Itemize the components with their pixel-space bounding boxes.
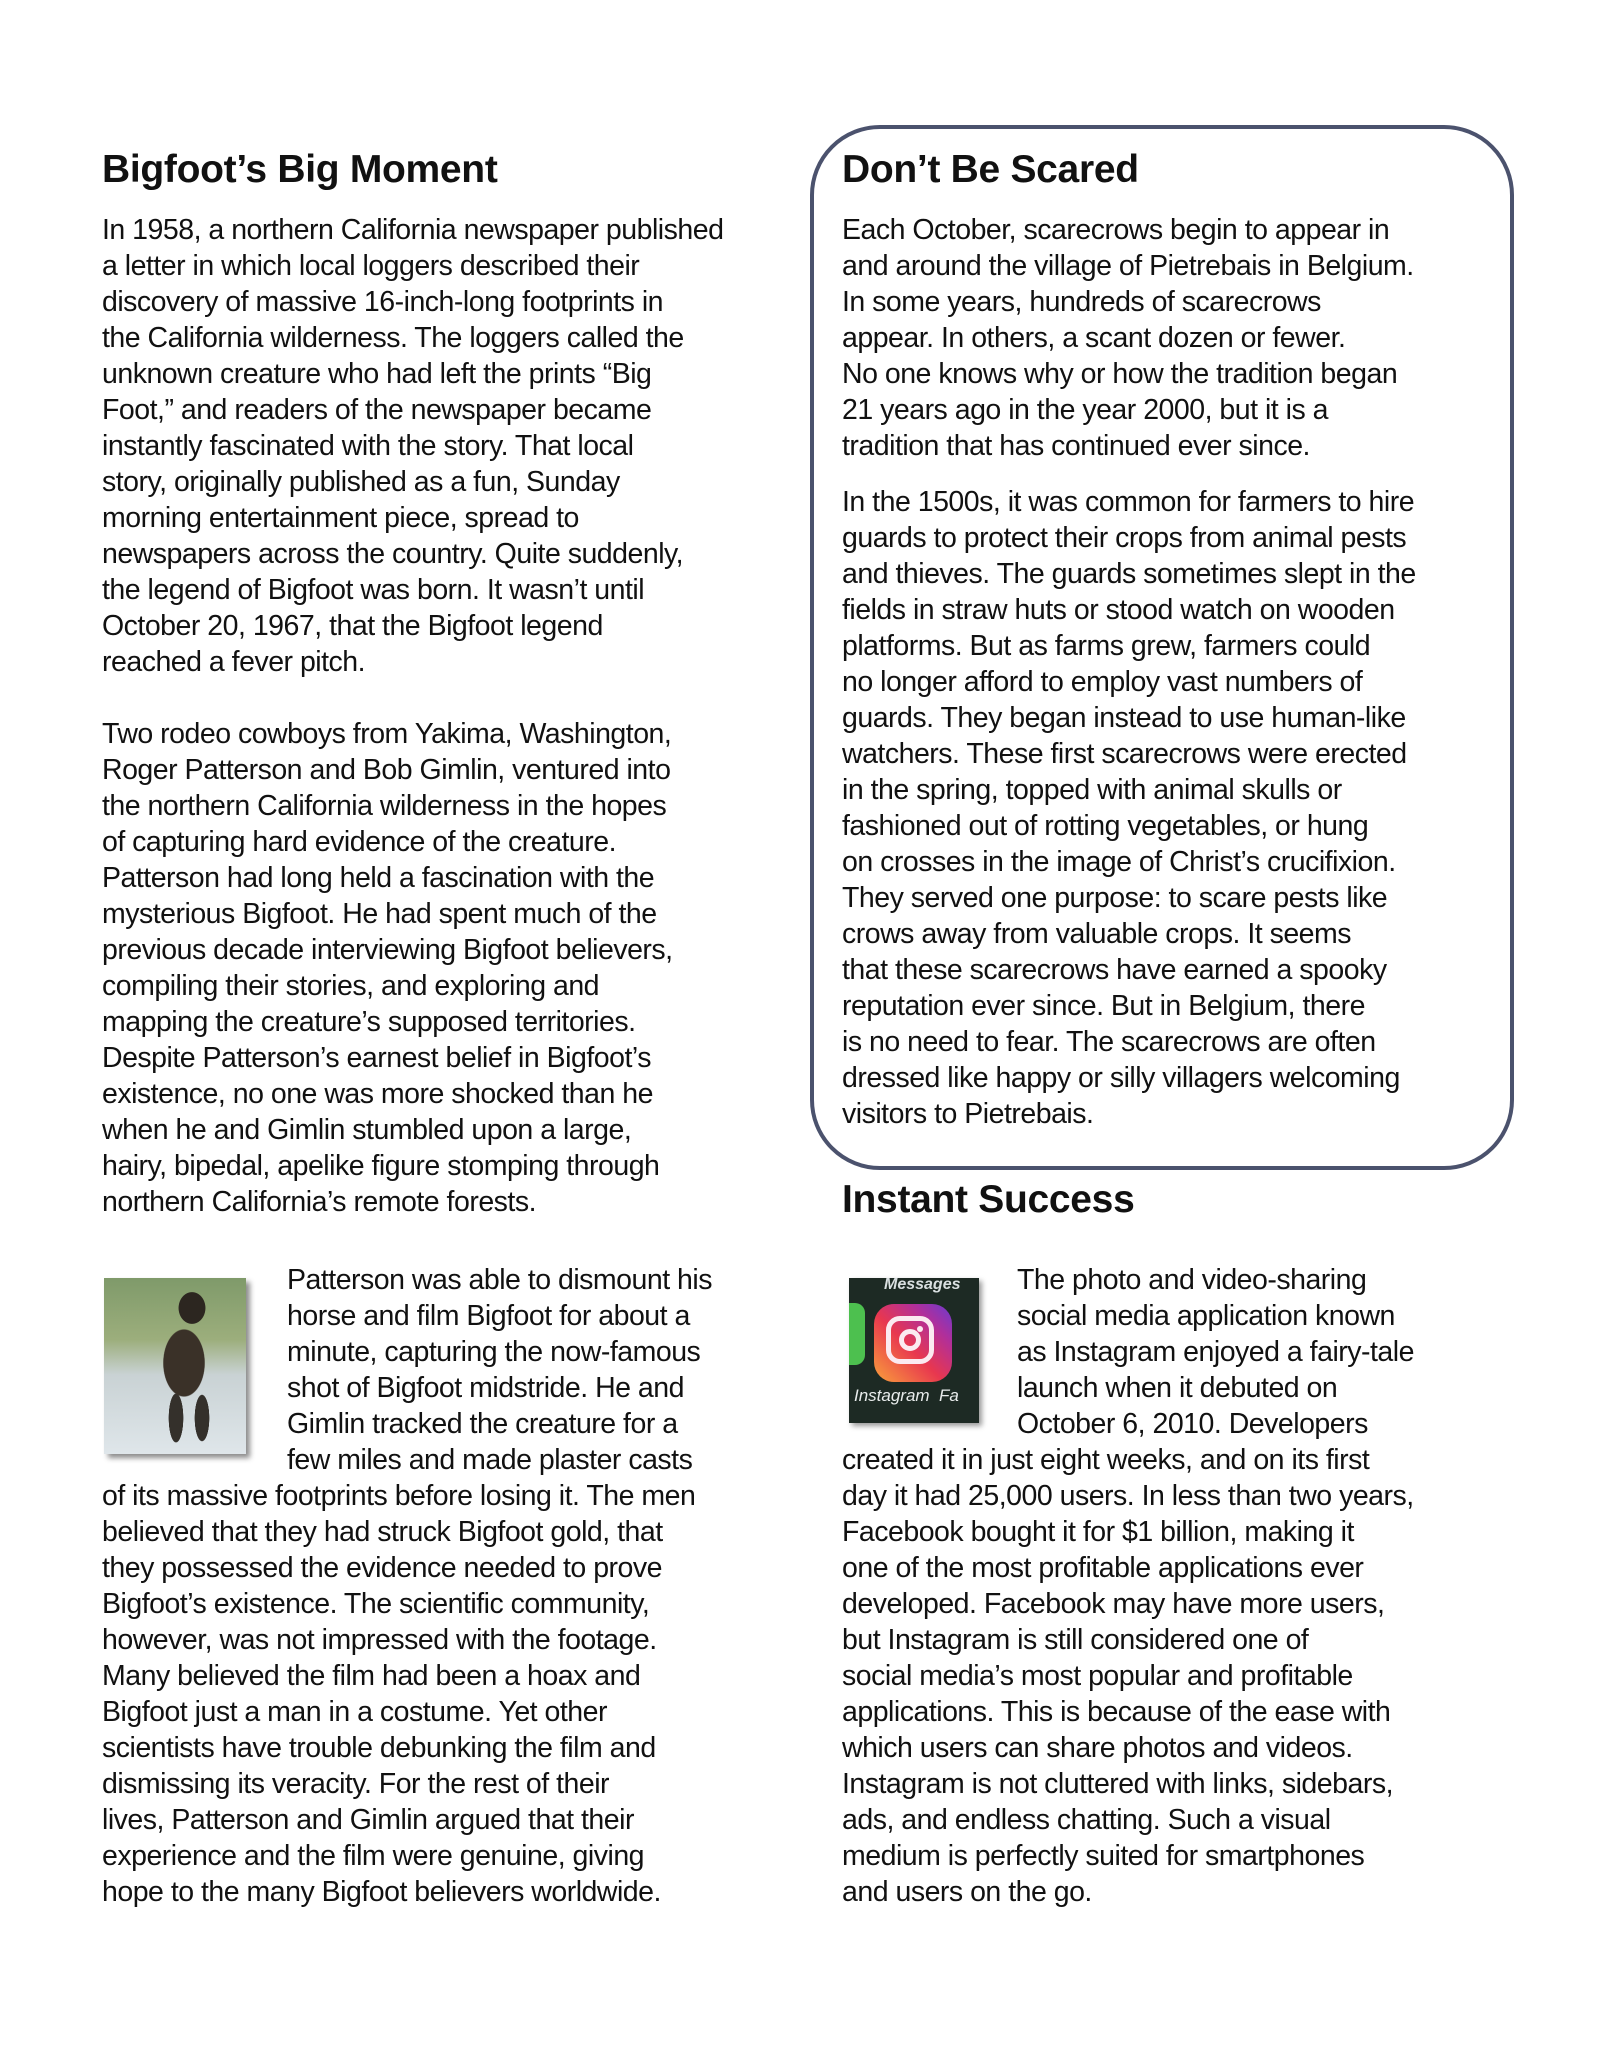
bigfoot-paragraph-3-top <box>287 1262 797 1478</box>
text-line: platforms. But as farms grew, farmers could <box>842 630 1371 662</box>
text-line: scientists have trouble debunking the film and <box>102 1732 656 1764</box>
text-line: day it had 25,000 users. In less than two years, <box>842 1480 1414 1512</box>
text-line: on crosses in the image of Christ’s crucifixion. <box>842 846 1396 878</box>
text-line: No one knows why or how the tradition began <box>842 358 1398 390</box>
instagram-app-label: Instagram Fa <box>854 1386 959 1405</box>
text-line: The photo and video-sharing <box>1017 1264 1367 1296</box>
text-line: Each October, scarecrows begin to appear in <box>842 214 1390 246</box>
camera-icon <box>886 1316 934 1364</box>
text-line: and thieves. The guards sometimes slept in the <box>842 558 1416 590</box>
scarecrow-paragraph-2 <box>842 484 1522 1132</box>
text-line: Roger Patterson and Bob Gimlin, ventured into <box>102 754 671 786</box>
text-line: hairy, bipedal, apelike figure stomping through <box>102 1150 660 1182</box>
text-line: developed. Facebook may have more users, <box>842 1588 1385 1620</box>
bigfoot-paragraph-3-continued <box>102 1478 802 1910</box>
text-line: Despite Patterson’s earnest belief in Bigfoot’s <box>102 1042 651 1074</box>
text-line: Many believed the film had been a hoax and <box>102 1660 641 1692</box>
text-line: which users can share photos and videos. <box>842 1732 1353 1764</box>
text-line: believed that they had struck Bigfoot gold, that <box>102 1516 663 1548</box>
text-line: compiling their stories, and exploring and <box>102 970 600 1002</box>
text-line: when he and Gimlin stumbled upon a large, <box>102 1114 632 1146</box>
bigfoot-paragraph-3-bottom <box>102 1478 802 1910</box>
text-line: In some years, hundreds of scarecrows <box>842 286 1321 318</box>
text-line: of its massive footprints before losing it. The men <box>102 1480 696 1512</box>
instagram-photo <box>849 1278 979 1423</box>
text-line: unknown creature who had left the prints “Big <box>102 358 652 390</box>
text-line: Patterson had long held a fascination with the <box>102 862 655 894</box>
text-line: lives, Patterson and Gimlin argued that their <box>102 1804 634 1836</box>
text-line: medium is perfectly suited for smartphones <box>842 1840 1365 1872</box>
text-line: 21 years ago in the year 2000, but it is a <box>842 394 1328 426</box>
bigfoot-paragraph-3-wrapped <box>287 1262 797 1478</box>
text-line: visitors to Pietrebais. <box>842 1098 1094 1130</box>
text-line: horse and film Bigfoot for about a <box>287 1300 690 1332</box>
text-line: Bigfoot’s existence. The scientific community, <box>102 1588 650 1620</box>
text-line: morning entertainment piece, spread to <box>102 502 579 534</box>
text-line: newspapers across the country. Quite suddenly, <box>102 538 684 570</box>
messages-label: Messages <box>884 1278 961 1293</box>
text-line: is no need to fear. The scarecrows are often <box>842 1026 1376 1058</box>
text-line: of capturing hard evidence of the creature. <box>102 826 617 858</box>
bigfoot-paragraph-1 <box>102 212 792 680</box>
text-line: dressed like happy or silly villagers welcoming <box>842 1062 1400 1094</box>
instagram-app-icon <box>874 1304 952 1382</box>
instagram-title: Instant Success <box>842 1178 1135 1221</box>
text-line: story, originally published as a fun, Sunday <box>102 466 620 498</box>
text-line: created it in just eight weeks, and on its first <box>842 1444 1370 1476</box>
text-line: discovery of massive 16-inch-long footprints in <box>102 286 664 318</box>
bigfoot-photo <box>104 1278 246 1454</box>
text-line: ads, and endless chatting. Such a visual <box>842 1804 1331 1836</box>
text-line: but Instagram is still considered one of <box>842 1624 1309 1656</box>
scarecrow-article <box>842 140 1522 1230</box>
text-line: In the 1500s, it was common for farmers to hire <box>842 486 1415 518</box>
text-line: northern California’s remote forests. <box>102 1186 537 1218</box>
text-line: dismissing its veracity. For the rest of their <box>102 1768 610 1800</box>
camera-flash-icon <box>917 1326 923 1332</box>
text-line: fashioned out of rotting vegetables, or hung <box>842 810 1369 842</box>
text-line: existence, no one was more shocked than he <box>102 1078 653 1110</box>
text-line: they possessed the evidence needed to prove <box>102 1552 662 1584</box>
bigfoot-title: Bigfoot’s Big Moment <box>102 148 498 191</box>
text-line: tradition that has continued ever since. <box>842 430 1310 462</box>
bigfoot-paragraph-2 <box>102 716 792 1220</box>
text-line: that these scarecrows have earned a spooky <box>842 954 1387 986</box>
text-line: They served one purpose: to scare pests like <box>842 882 1388 914</box>
text-line: Bigfoot just a man in a costume. Yet other <box>102 1696 607 1728</box>
text-line: few miles and made plaster casts <box>287 1444 693 1476</box>
text-line: guards to protect their crops from animal pests <box>842 522 1407 554</box>
text-line: watchers. These first scarecrows were erected <box>842 738 1407 770</box>
text-line: October 20, 1967, that the Bigfoot legend <box>102 610 603 642</box>
text-line: in the spring, topped with animal skulls or <box>842 774 1342 806</box>
text-line: Gimlin tracked the creature for a <box>287 1408 678 1440</box>
bigfoot-article <box>102 140 792 1220</box>
text-line: fields in straw huts or stood watch on wooden <box>842 594 1395 626</box>
camera-lens-icon <box>899 1329 921 1351</box>
text-line: experience and the film were genuine, giving <box>102 1840 645 1872</box>
text-line: Instagram is not cluttered with links, sidebars, <box>842 1768 1393 1800</box>
text-line: instantly fascinated with the story. That local <box>102 430 634 462</box>
text-line: the legend of Bigfoot was born. It wasn’t until <box>102 574 645 606</box>
messages-app-icon <box>849 1303 865 1365</box>
text-line: one of the most profitable applications ever <box>842 1552 1364 1584</box>
scarecrow-paragraph-1 <box>842 212 1522 464</box>
text-line: previous decade interviewing Bigfoot believers, <box>102 934 673 966</box>
text-line: October 6, 2010. Developers <box>1017 1408 1368 1440</box>
text-line: however, was not impressed with the footage. <box>102 1624 657 1656</box>
text-line: mapping the creature’s supposed territories. <box>102 1006 636 1038</box>
text-line: applications. This is because of the ease with <box>842 1696 1391 1728</box>
text-line: reputation ever since. But in Belgium, there <box>842 990 1365 1022</box>
text-line: guards. They began instead to use human-like <box>842 702 1406 734</box>
text-line: Patterson was able to dismount his <box>287 1264 712 1296</box>
text-line: social media’s most popular and profitable <box>842 1660 1353 1692</box>
text-line: a letter in which local loggers described their <box>102 250 640 282</box>
instagram-paragraph-continued <box>842 1442 1522 1910</box>
text-line: the California wilderness. The loggers called the <box>102 322 684 354</box>
text-line: mysterious Bigfoot. He had spent much of the <box>102 898 657 930</box>
instagram-paragraph-bottom <box>842 1442 1522 1910</box>
text-line: launch when it debuted on <box>1017 1372 1338 1404</box>
text-line: and users on the go. <box>842 1876 1092 1908</box>
instagram-paragraph-wrapped <box>1017 1262 1517 1442</box>
text-line: Facebook bought it for $1 billion, making it <box>842 1516 1354 1548</box>
text-line: as Instagram enjoyed a fairy-tale <box>1017 1336 1414 1368</box>
text-line: In 1958, a northern California newspaper published <box>102 214 724 246</box>
text-line: Two rodeo cowboys from Yakima, Washington, <box>102 718 672 750</box>
text-line: social media application known <box>1017 1300 1395 1332</box>
text-line: hope to the many Bigfoot believers worldwide. <box>102 1876 661 1908</box>
text-line: shot of Bigfoot midstride. He and <box>287 1372 684 1404</box>
text-line: appear. In others, a scant dozen or fewer. <box>842 322 1346 354</box>
text-line: reached a fever pitch. <box>102 646 366 678</box>
text-line: the northern California wilderness in the hopes <box>102 790 667 822</box>
instagram-paragraph-top <box>1017 1262 1517 1442</box>
text-line: and around the village of Pietrebais in Belgium. <box>842 250 1414 282</box>
text-line: Foot,” and readers of the newspaper became <box>102 394 652 426</box>
text-line: crows away from valuable crops. It seems <box>842 918 1352 950</box>
text-line: no longer afford to employ vast numbers of <box>842 666 1363 698</box>
text-line: minute, capturing the now-famous <box>287 1336 701 1368</box>
scarecrow-title: Don’t Be Scared <box>842 148 1139 191</box>
